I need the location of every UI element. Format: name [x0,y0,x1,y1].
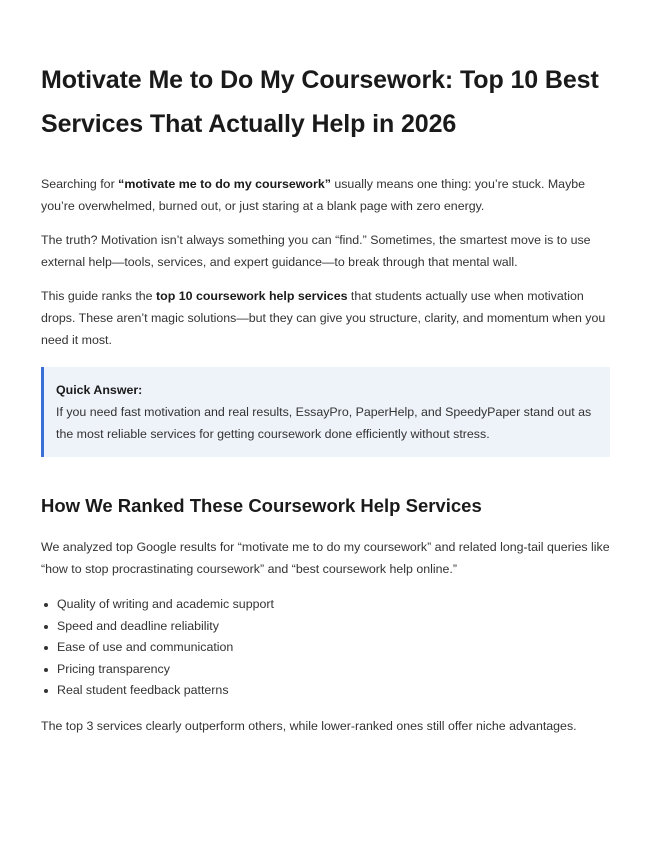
criteria-list [41,594,610,702]
bullet-icon [44,646,48,650]
quick-answer-text: If you need fast motivation and real results, EssayPro, PaperHelp, and SpeedyPaper stand out as the most reliable services for getting coursework done efficiently without stress. [56,405,592,441]
quick-answer-callout [41,367,610,457]
intro-text-start: Searching for [41,177,119,191]
bullet-icon [44,625,48,629]
guide-text-end: that students actually use when motivation drops. These aren’t magic solutions—but they can give you structure, clarity, and momentum when you need it most. [41,289,606,347]
criteria-label: Quality of writing and academic support [57,597,274,611]
section-heading: How We Ranked These Coursework Help Services [41,495,482,516]
criteria-label: Ease of use and communication [57,640,234,654]
criteria-label: Pricing transparency [57,661,170,676]
conclusion-paragraph: The top 3 services clearly outperform others, while lower-ranked ones still offer niche advantages. [41,718,577,733]
intro-paragraph [41,173,610,217]
analysis-paragraph: We analyzed top Google results for “motivate me to do my coursework” and related long-tail queries like “how to stop procrastinating coursework” and “best coursework help online.” [41,540,610,576]
bullet-icon [44,603,48,607]
list-item [57,637,610,659]
quick-answer-title: Quick Answer: [56,383,143,397]
list-item [57,659,610,681]
guide-text-start: This guide ranks the [41,289,157,303]
guide-keyword: top 10 coursework help services [156,289,348,303]
guide-paragraph [41,285,610,351]
list-item [57,616,610,638]
intro-keyword: “motivate me to do my coursework” [118,177,331,191]
criteria-label: Speed and deadline reliability [57,618,219,633]
page-title: Motivate Me to Do My Coursework: Top 10 Best Services That Actually Help in 2026 [41,66,599,138]
bullet-icon [44,689,48,693]
list-item [57,680,610,702]
bullet-icon [44,668,48,672]
list-item [57,594,610,616]
truth-paragraph: The truth? Motivation isn’t always something you can “find.” Sometimes, the smartest move is to use external help—tools, services, and expert guidance—to break through that mental wall. [41,233,591,269]
intro-text-end: usually means one thing: you’re stuck. Maybe you’re overwhelmed, burned out, or just staring at a blank page with zero energy. [41,177,586,213]
criteria-label: Real student feedback patterns [57,683,229,697]
